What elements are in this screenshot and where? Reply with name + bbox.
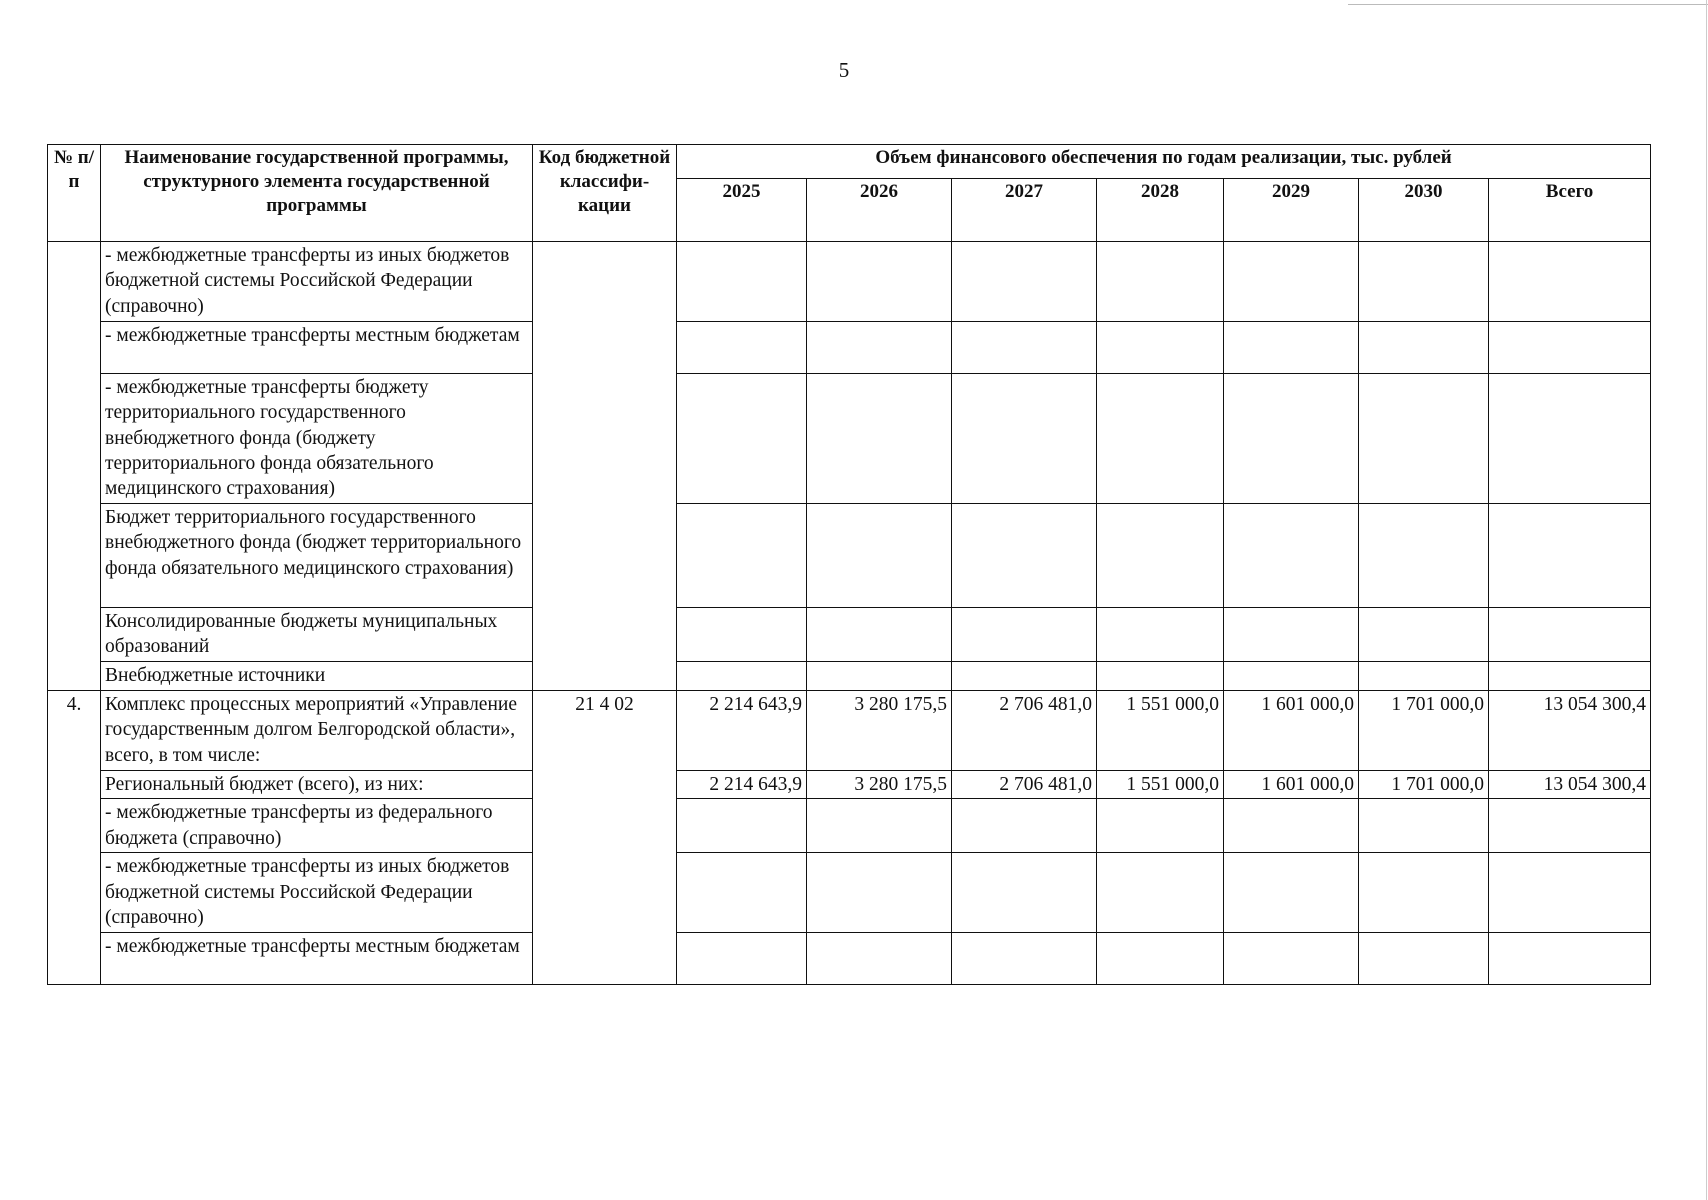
scan-artifact-line bbox=[1348, 4, 1708, 5]
row-name: Комплекс процессных мероприятий «Управление государственным долгом Белгородской области», всего, в том числе: bbox=[101, 691, 533, 771]
financing-table bbox=[47, 144, 1651, 985]
table-row bbox=[48, 799, 1651, 853]
row-name: - межбюджетные трансферты местным бюджетам bbox=[101, 933, 533, 985]
row-name: Региональный бюджет (всего), из них: bbox=[101, 771, 533, 799]
row-name: Консолидированные бюджеты муниципальных образований bbox=[101, 608, 533, 662]
value-2025: 2 214 643,9 bbox=[677, 691, 807, 771]
header-total: Всего bbox=[1489, 179, 1651, 242]
header-financing-group: Объем финансового обеспечения по годам реализации, тыс. рублей bbox=[677, 145, 1651, 179]
table-row bbox=[48, 662, 1651, 691]
row-name: Бюджет территориального государственного внебюджетного фонда (бюджет территориального фонда обязательного медицинского страхования) bbox=[101, 504, 533, 608]
value-2027: 2 706 481,0 bbox=[952, 691, 1097, 771]
table-row bbox=[48, 504, 1651, 608]
value-2028: 1 551 000,0 bbox=[1097, 771, 1224, 799]
value-2030: 1 701 000,0 bbox=[1359, 691, 1489, 771]
table-row bbox=[48, 771, 1651, 799]
row-code-cell bbox=[533, 242, 677, 691]
table-row bbox=[48, 853, 1651, 933]
header-year-2028: 2028 bbox=[1097, 179, 1224, 242]
header-year-2029: 2029 bbox=[1224, 179, 1359, 242]
table-row bbox=[48, 242, 1651, 322]
row-name: - межбюджетные трансферты из иных бюджетов бюджетной системы Российской Федерации (справочно) bbox=[101, 853, 533, 933]
value-2027: 2 706 481,0 bbox=[952, 771, 1097, 799]
value-2029: 1 601 000,0 bbox=[1224, 771, 1359, 799]
value-total: 13 054 300,4 bbox=[1489, 691, 1651, 771]
header-year-2027: 2027 bbox=[952, 179, 1097, 242]
row-code: 21 4 02 bbox=[533, 691, 677, 985]
value-2030: 1 701 000,0 bbox=[1359, 771, 1489, 799]
header-year-2026: 2026 bbox=[807, 179, 952, 242]
value-2026: 3 280 175,5 bbox=[807, 691, 952, 771]
row-number-cell bbox=[48, 242, 101, 691]
value-2026: 3 280 175,5 bbox=[807, 771, 952, 799]
page-number: 5 bbox=[838, 58, 850, 82]
value-total: 13 054 300,4 bbox=[1489, 771, 1651, 799]
table-row bbox=[48, 608, 1651, 662]
scan-artifact-edge bbox=[1706, 0, 1707, 1200]
table-row bbox=[48, 374, 1651, 504]
row-name: - межбюджетные трансферты из федерального бюджета (справочно) bbox=[101, 799, 533, 853]
row-name: Внебюджетные источники bbox=[101, 662, 533, 691]
row-name: - межбюджетные трансферты местным бюджетам bbox=[101, 322, 533, 374]
row-name: - межбюджетные трансферты бюджету территориального государственного внебюджетного фонда (бюджету территориального фонда обязательного медицинского страхования) bbox=[101, 374, 533, 504]
value-2028: 1 551 000,0 bbox=[1097, 691, 1224, 771]
header-year-2025: 2025 bbox=[677, 179, 807, 242]
table-row bbox=[48, 691, 1651, 771]
header-name: Наименование государственной программы, структурного элемента государственной программы bbox=[101, 145, 533, 242]
value-2029: 1 601 000,0 bbox=[1224, 691, 1359, 771]
row-name: - межбюджетные трансферты из иных бюджетов бюджетной системы Российской Федерации (справочно) bbox=[101, 242, 533, 322]
header-no: № п/п bbox=[48, 145, 101, 242]
table-row bbox=[48, 322, 1651, 374]
header-year-2030: 2030 bbox=[1359, 179, 1489, 242]
value-2025: 2 214 643,9 bbox=[677, 771, 807, 799]
table-row bbox=[48, 933, 1651, 985]
row-number: 4. bbox=[48, 691, 101, 985]
header-code: Код бюджетной классифи-кации bbox=[533, 145, 677, 242]
